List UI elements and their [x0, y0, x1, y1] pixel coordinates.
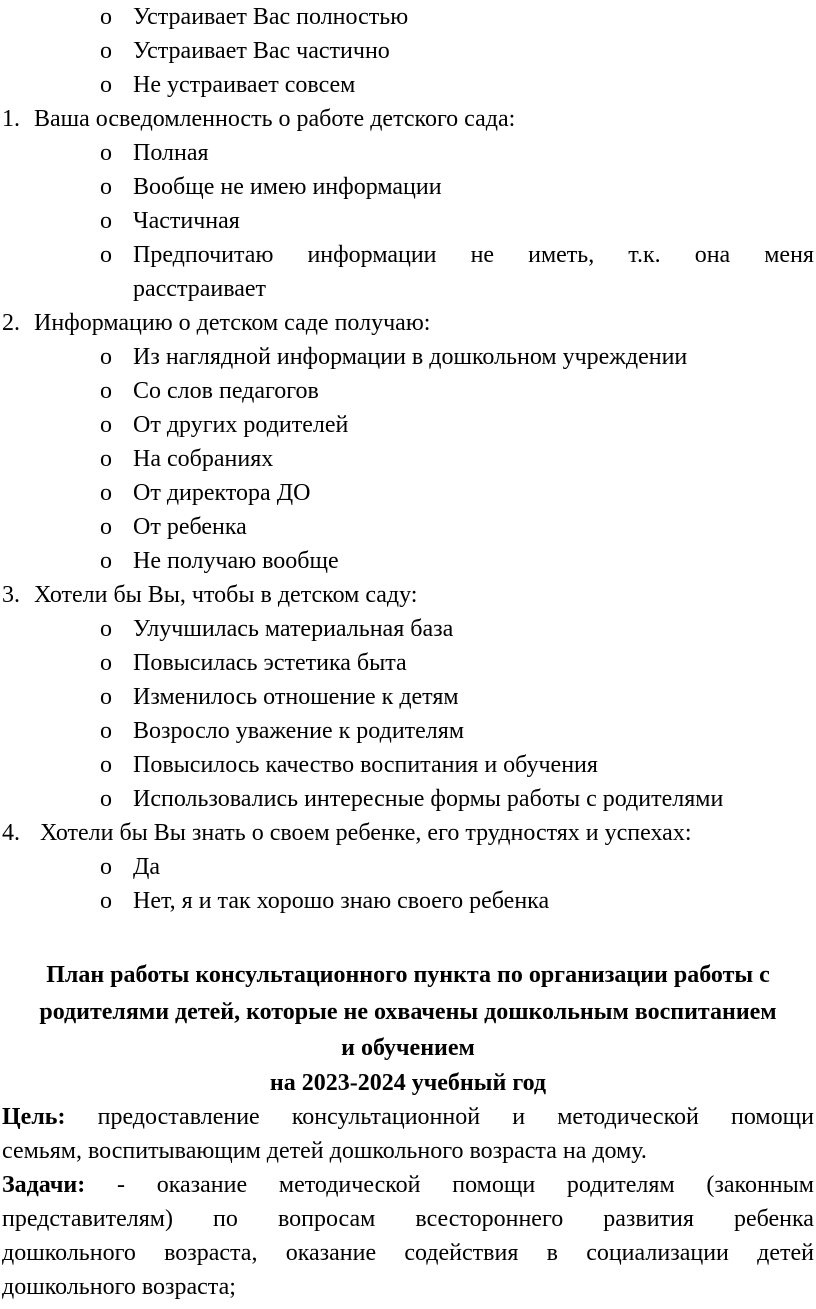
bullet-icon: o: [100, 786, 112, 812]
bullet-icon: o: [100, 888, 112, 914]
plan-title-line-4: на 2023-2024 учебный год: [269, 1070, 547, 1096]
goal-line-1: Цель: предоставление консультационной и методической помощи: [2, 1100, 814, 1134]
question-number: 4.: [2, 820, 20, 846]
bullet-icon: o: [100, 72, 112, 98]
bullet-icon: o: [100, 242, 112, 268]
bullet-icon: o: [100, 4, 112, 30]
tasks-line-4: дошкольного возраста;: [2, 1274, 236, 1300]
bullet-icon: o: [100, 38, 112, 64]
question-text: Ваша осведомленность о работе детского сада:: [34, 106, 516, 132]
plan-title-line-2: родителями детей, которые не охвачены дошкольным воспитанием: [39, 999, 777, 1025]
bullet-icon: o: [100, 752, 112, 778]
question-number: 1.: [2, 106, 20, 132]
tasks-line-2: представителям) по вопросам всестороннего развития ребенка: [2, 1206, 814, 1232]
bullet-icon: o: [100, 616, 112, 642]
tasks-line-3: дошкольного возраста, оказание содействия в социализации детей: [2, 1240, 814, 1266]
tasks-label: Задачи:: [2, 1172, 86, 1198]
bullet-icon: o: [100, 446, 112, 472]
bullet-icon: o: [100, 208, 112, 234]
plan-title-line-3: и обучением: [341, 1035, 475, 1061]
list-item: [0, 238, 816, 272]
question-text: Хотели бы Вы, чтобы в детском саду:: [34, 582, 418, 608]
bullet-icon: o: [100, 412, 112, 438]
bullet-icon: o: [100, 718, 112, 744]
bullet-icon: o: [100, 548, 112, 574]
bullet-icon: o: [100, 140, 112, 166]
question-number: 3.: [2, 582, 20, 608]
bullet-icon: o: [100, 854, 112, 880]
goal-label: Цель:: [2, 1104, 66, 1130]
tasks-line-1: Задачи: - оказание методической помощи родителям (законным: [2, 1168, 814, 1202]
bullet-icon: o: [100, 480, 112, 506]
question-text: Хотели бы Вы знать о своем ребенке, его трудностях и успехах:: [40, 820, 692, 846]
bullet-icon: o: [100, 378, 112, 404]
bullet-icon: o: [100, 684, 112, 710]
bullet-icon: o: [100, 344, 112, 370]
bullet-icon: o: [100, 174, 112, 200]
goal-paragraph: [2, 1100, 814, 1168]
bullet-icon: o: [100, 514, 112, 540]
question-number: 2.: [2, 310, 20, 336]
tasks-paragraph: [2, 1168, 814, 1304]
question-text: Информацию о детском саде получаю:: [34, 310, 431, 336]
justified-option-line: Предпочитаю информации не иметь, т.к. она меня: [133, 242, 814, 268]
goal-line-2: семьям, воспитывающим детей дошкольного возраста на дому.: [2, 1138, 647, 1164]
document-page: o Устраивает Вас полностью o Устраивает Вас частично o Не устраивает совсем 1. Ваша осведомленность о работе детского сада: o Полная o Вообще не имею информации o Частичная o Предпочитаю информации не иметь, т.к. она меня расстраивает 2. Информацию о детском саде получаю: o Из наглядной информации в дошкольном учреждении o Со слов педагогов o От других родителей o На собраниях o От директора ДО o От ребенка o Не получаю вообще 3. Хотели бы Вы, чтобы в детском саду: o Улучшилась материальная база o Повысилась эстетика быта o Изменилось отношение к детям o Возросло уважение к родителям o Повысилось качество воспитания и обучения o Использовались интересные формы работы с родителями 4. Хотели бы Вы знать о своем ребенке, его трудностях и успехах: o Да o Нет, я и так хорошо знаю своего ребенка План работы консультационного пункта по организации работы с родителями детей, которые не охвачены дошкольным воспитанием и обучением на 2023-2024 учебный год Цель: предоставление консультационной и методической помощи семьям, воспитывающим детей дошкольного возраста на дому. Задачи: - оказание методической помощи родителям (законным представителям) по вопросам всестороннего развития ребенка дошкольного возраста, оказание содействия в социализации детей дошкольного возраста;: [0, 0, 816, 1309]
plan-title-line-1: План работы консультационного пункта по организации работы с: [46, 962, 770, 988]
bullet-icon: o: [100, 650, 112, 676]
